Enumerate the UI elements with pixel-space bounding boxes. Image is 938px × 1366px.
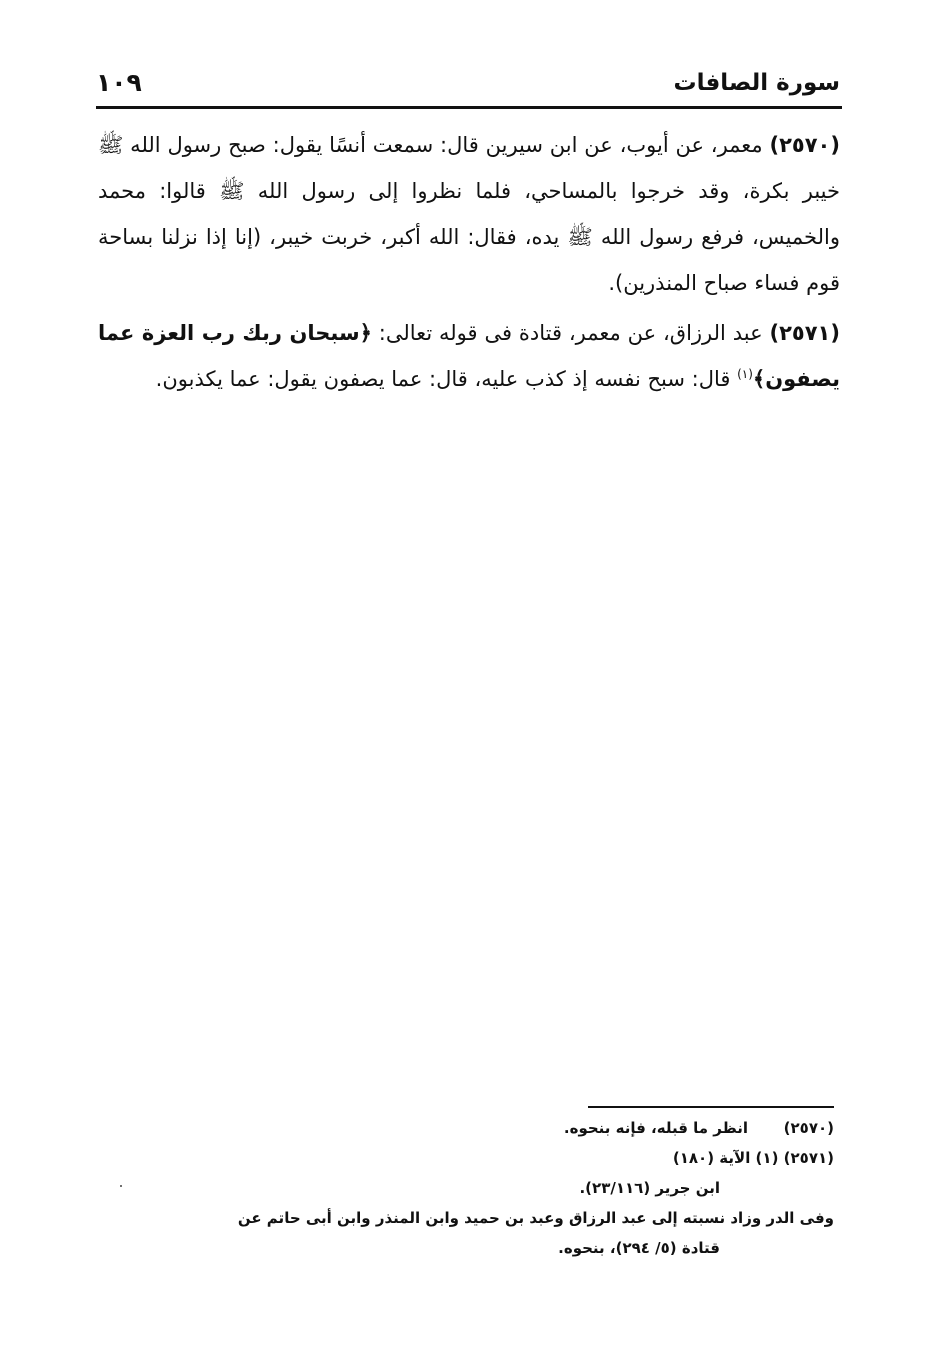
footnote-text: انظر ما قبله، فإنه بنحوه. xyxy=(563,1119,748,1137)
quran-verse: ﴿سبحان ربك رب العزة عما يصفون﴾ xyxy=(98,321,840,391)
entry-number: (٢٥٧٠) xyxy=(769,133,840,157)
footnotes xyxy=(96,1113,834,1263)
footnote-divider xyxy=(588,1106,834,1108)
entry-2570 xyxy=(98,122,840,306)
footnote-number: (٢٥٧٠) xyxy=(783,1119,834,1137)
header-divider xyxy=(96,106,842,109)
footnote-2571-durr-continued: قتادة (٥/ ٢٩٤)، بنحوه. xyxy=(558,1239,720,1257)
footnote-2570 xyxy=(96,1113,834,1143)
surah-title: سورة الصافات xyxy=(673,70,840,96)
footnote-2571-durr: وفى الدر وزاد نسبته إلى عبد الرزاق وعبد بن حميد وابن المنذر وابن أبى حاتم عن xyxy=(237,1209,834,1227)
entry-text-after: قال: سبح نفسه إذ كذب عليه، قال: عما يصفون يقول: عما يكذبون. xyxy=(155,367,738,391)
footnote-reference: (١) xyxy=(737,367,753,381)
entry-text-before: عبد الرزاق، عن معمر، قتادة فى قوله تعالى: xyxy=(371,321,770,345)
page-number: ١٠٩ xyxy=(96,68,142,97)
main-text xyxy=(98,122,840,402)
footnote-2571-verse: (٢٥٧١) (١) الآية (١٨٠) xyxy=(672,1149,834,1167)
running-header xyxy=(96,62,840,106)
entry-text: معمر، عن أيوب، عن ابن سيرين قال: سمعت أنسًا يقول: صبح رسول الله ﷺ خيبر بكرة، وقد خرجوا بالمساحي، فلما نظروا إلى رسول الله ﷺ قالوا: محمد والخميس، فرفع رسول الله ﷺ يده، فقال: الله أكبر، خربت خيبر، (إنا إذا نزلنا بساحة قوم فساء صباح المنذرين). xyxy=(98,133,840,295)
entry-number: (٢٥٧١) xyxy=(769,321,840,345)
footnote-2571-source: ابن جرير (٢٣/١١٦). xyxy=(579,1179,720,1197)
entry-2571 xyxy=(98,310,840,402)
